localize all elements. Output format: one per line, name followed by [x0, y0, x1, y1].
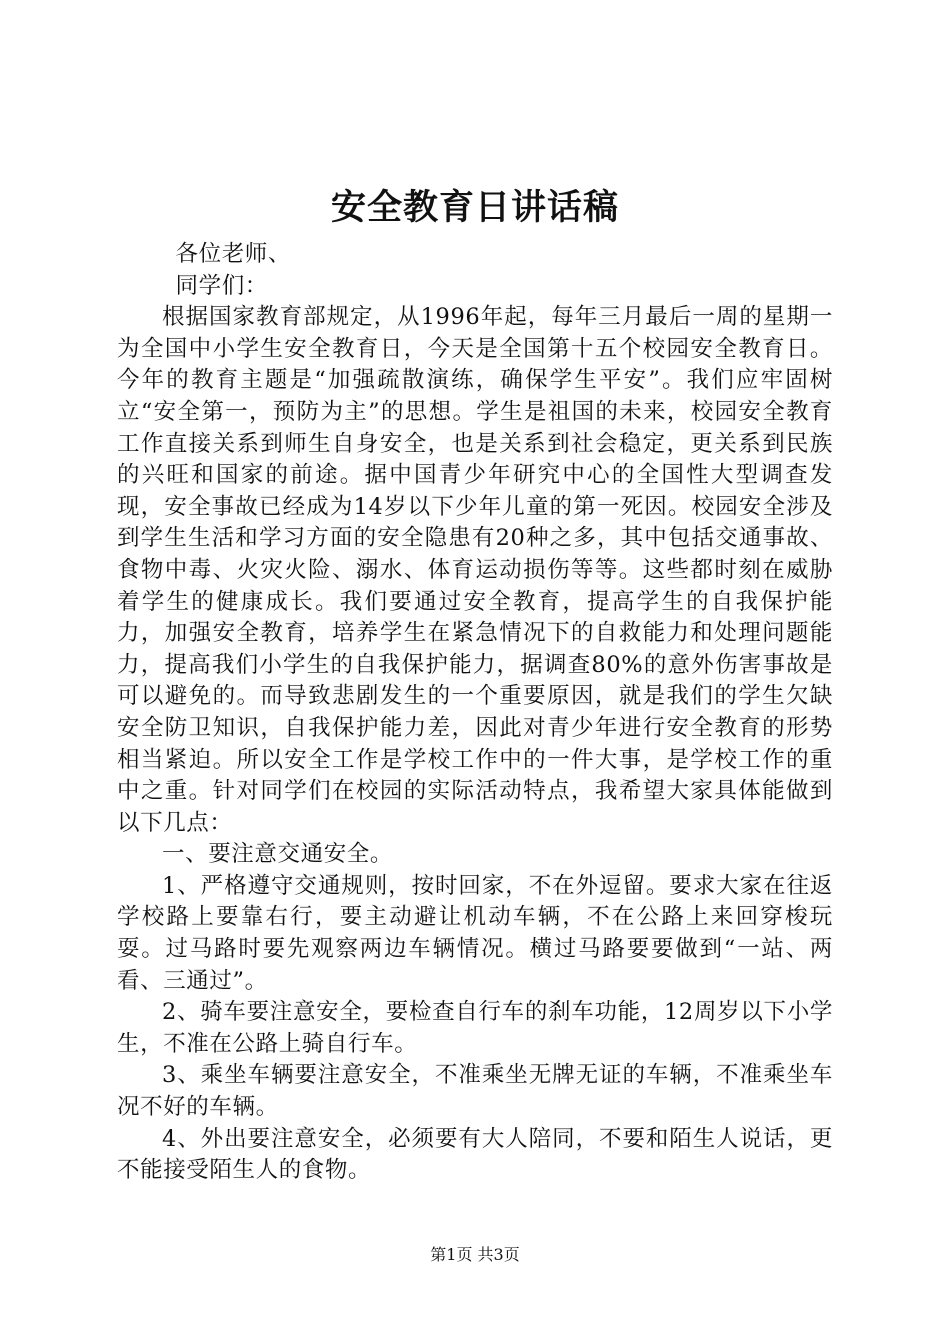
document-body	[117, 239, 833, 1187]
list-item-outing-safety: 4、外出要注意安全，必须要有大人陪同，不要和陌生人说话，更不能接受陌生人的食物。	[117, 1125, 833, 1184]
document-title: 安全教育日讲话稿	[330, 187, 619, 228]
salutation-students: 同学们：	[175, 272, 268, 299]
list-item-traffic-rules: 1、严格遵守交通规则，按时回家，不在外逗留。要求大家在往返学校路上要靠右行，要主动避让机动车辆，不在公路上来回穿梭玩耍。过马路时要先观察两边车辆情况。横过马路要要做到“一站、两看、三通过”。	[117, 872, 833, 994]
list-item-cycling-safety: 2、骑车要注意安全，要检查自行车的刹车功能，12周岁以下小学生，不准在公路上骑自行车。	[117, 999, 833, 1057]
section-heading-traffic-safety: 一、要注意交通安全。	[162, 841, 394, 868]
list-item-vehicle-safety: 3、乘坐车辆要注意安全，不准乘坐无牌无证的车辆，不准乘坐车况不好的车辆。	[117, 1062, 833, 1121]
salutation-teachers: 各位老师、	[175, 241, 292, 267]
page-footer: 第1页 共3页	[430, 1245, 520, 1264]
paragraph-introduction: 根据国家教育部规定，从1996年起，每年三月最后一周的星期一为全国中小学生安全教育日，今天是全国第十五个校园安全教育日。今年的教育主题是“加强疏散演练，确保学生平安”。我们应牢固树立“安全第一，预防为主”的思想。学生是祖国的未来，校园安全教育工作直接关系到师生自身安全，也是关系到社会稳定，更关系到民族的兴旺和国家的前途。据中国青少年研究中心的全国性大型调查发现，安全事故已经成为14岁以下少年儿童的第一死因。校园安全涉及到学生生活和学习方面的安全隐患有20种之多，其中包括交通事故、食物中毒、火灾火险、溺水、体育运动损伤等等。这些都时刻在威胁着学生的健康成长。我们要通过安全教育，提高学生的自我保护能力，加强安全教育，培养学生在紧急情况下的自救能力和处理问题能力，提高我们小学生的自我保护能力，据调查80%的意外伤害事故是可以避免的。而导致悲剧发生的一个重要原因，就是我们的学生欠缺安全防卫知识，自我保护能力差，因此对青少年进行安全教育的形势相当紧迫。所以安全工作是学校工作中的一件大事，是学校工作的重中之重。针对同学们在校园的实际活动特点，我希望大家具体能做到以下几点：	[117, 304, 833, 836]
